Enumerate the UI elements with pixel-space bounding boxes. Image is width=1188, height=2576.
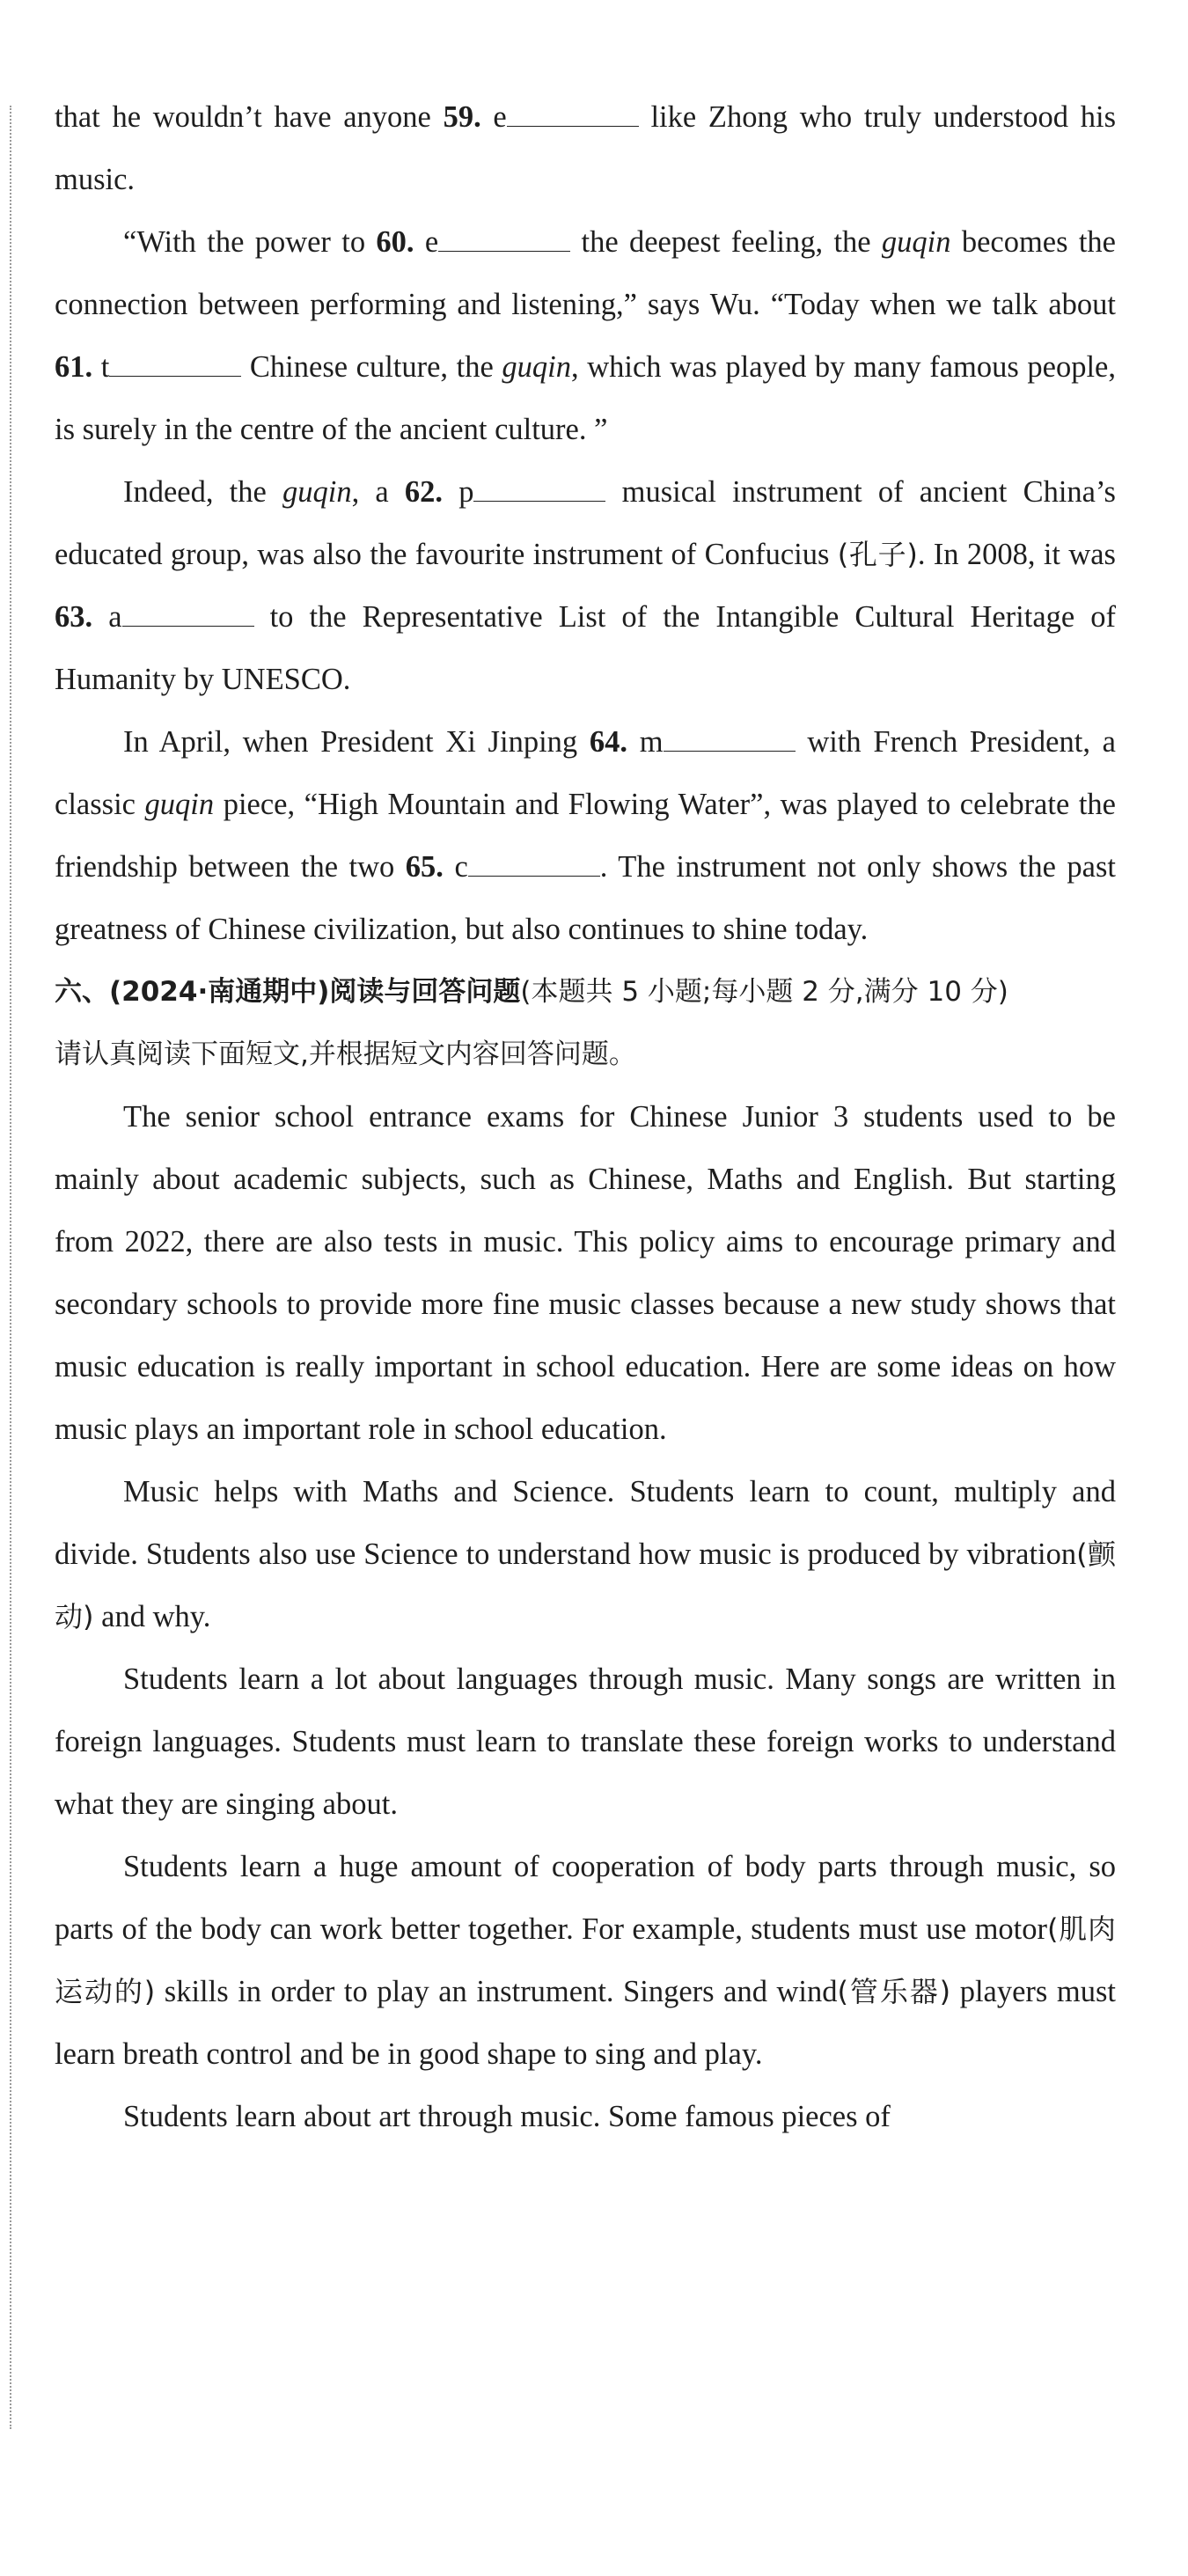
- text-run: Chinese culture, the: [241, 350, 502, 384]
- text-run: musical instrument of ancient China’s educated group, was also the favourite instrument of Confucius: [55, 475, 1116, 571]
- question-65-letter: c: [454, 850, 468, 884]
- section-6-title: 六、(2024·南通期中)阅读与回答问题: [55, 976, 521, 1008]
- question-61-blank[interactable]: [109, 351, 241, 377]
- text-run: to the Representative List of the Intangible Cultural Heritage of Humanity by UNESCO.: [55, 600, 1117, 696]
- chinese-gloss: (孔子): [837, 538, 918, 571]
- text-run: . In 2008, it was: [917, 538, 1116, 571]
- text-run: with French President, a classic: [55, 725, 1116, 821]
- text-run: Indeed, the: [123, 475, 282, 509]
- question-62-number: 62.: [404, 475, 444, 509]
- text-run: and why.: [93, 1600, 211, 1633]
- text-run: , which was played by many famous people, is surely in the centre of the ancient culture. ”: [55, 350, 1116, 446]
- passage1-paragraph-4: [55, 711, 1116, 961]
- text-run: piece, “High Mountain and Flowing Water”, was played to celebrate the friendship between the two: [55, 788, 1116, 884]
- text-run: that he wouldn’t have anyone: [55, 100, 444, 134]
- question-59-blank[interactable]: [507, 101, 639, 127]
- question-60-letter: e: [424, 225, 439, 259]
- question-62-letter: p: [458, 475, 474, 509]
- question-64-letter: m: [639, 725, 664, 759]
- guqin-term: guqin: [502, 350, 571, 384]
- passage2-paragraph-3: Students learn a lot about languages through music. Many songs are written in foreign languages. Students must learn to translate these foreign works to understand what they are singing about.: [55, 1662, 1116, 1821]
- question-59-number: 59.: [443, 100, 481, 134]
- text-run: . The instrument not only shows the past greatness of Chinese civilization, but also continues to shine today.: [55, 850, 1116, 946]
- text-run: In April, when President Xi Jinping: [123, 725, 590, 759]
- text-run: the deepest feeling, the: [570, 225, 882, 259]
- section-6-instruction: 请认真阅读下面短文,并根据短文内容回答问题。: [55, 1038, 636, 1070]
- text-run: Music helps with Maths and Science. Students learn to count, multiply and divide. Students also use Science to understand how music is produced by vibration: [55, 1475, 1116, 1571]
- question-63-letter: a: [108, 600, 122, 634]
- chinese-gloss: (肌肉运动的): [55, 1912, 1116, 2008]
- text-run: players must learn breath control and be in good shape to sing and play.: [55, 1975, 1116, 2071]
- section-6-heading: [55, 961, 1116, 1024]
- guqin-term: guqin: [881, 225, 951, 259]
- question-60-number: 60.: [376, 225, 414, 259]
- passage1-paragraph-3: [55, 461, 1116, 711]
- passage2-paragraph-1: The senior school entrance exams for Chinese Junior 3 students used to be mainly about academic subjects, such as Chinese, Maths and English. But starting from 2022, there are also tests in music. This policy aims to encourage primary and secondary schools to provide more fine music classes because a new study shows that music education is really important in school education. Here are some ideas on how music plays an important role in school education.: [55, 1100, 1116, 1446]
- question-64-blank[interactable]: [664, 726, 796, 752]
- passage2-paragraph-4: [55, 1836, 1116, 2086]
- text-run: skills in order to play an instrument. Singers and wind: [155, 1975, 838, 2008]
- question-59-letter: e: [493, 100, 507, 134]
- chinese-gloss: (颤动): [55, 1538, 1116, 1633]
- question-64-number: 64.: [589, 725, 628, 759]
- text-run: Students learn a huge amount of cooperation of body parts through music, so parts of the body can work better together. For example, students must use motor: [55, 1850, 1116, 1946]
- text-run: , a: [351, 475, 405, 509]
- question-65-number: 65.: [405, 850, 444, 884]
- binding-margin-line: [10, 106, 11, 2429]
- section-6-scoring-note: (本题共 5 小题;每小题 2 分,满分 10 分): [520, 976, 1008, 1008]
- guqin-term: guqin: [144, 788, 215, 821]
- question-63-number: 63.: [55, 600, 93, 634]
- guqin-term: guqin: [282, 475, 352, 509]
- question-63-blank[interactable]: [122, 601, 254, 627]
- question-61-number: 61.: [55, 350, 93, 384]
- question-65-blank[interactable]: [468, 851, 600, 877]
- passage2-paragraph-2: [55, 1461, 1116, 1648]
- passage1-paragraph-2: [55, 211, 1116, 461]
- text-run: “With the power to: [123, 225, 377, 259]
- question-61-letter: t: [100, 350, 110, 384]
- page-text: [55, 86, 1116, 2148]
- text-run: like Zhong who truly understood his music.: [55, 100, 1116, 196]
- passage1-paragraph-1: [55, 86, 1116, 211]
- question-60-blank[interactable]: [438, 226, 570, 252]
- passage2-paragraph-5: Students learn about art through music. Some famous pieces of: [123, 2100, 891, 2133]
- text-run: becomes the connection between performing and listening,” says Wu. “Today when we talk about: [55, 225, 1116, 321]
- question-62-blank[interactable]: [473, 476, 605, 502]
- chinese-gloss: (管乐器): [837, 1975, 951, 2008]
